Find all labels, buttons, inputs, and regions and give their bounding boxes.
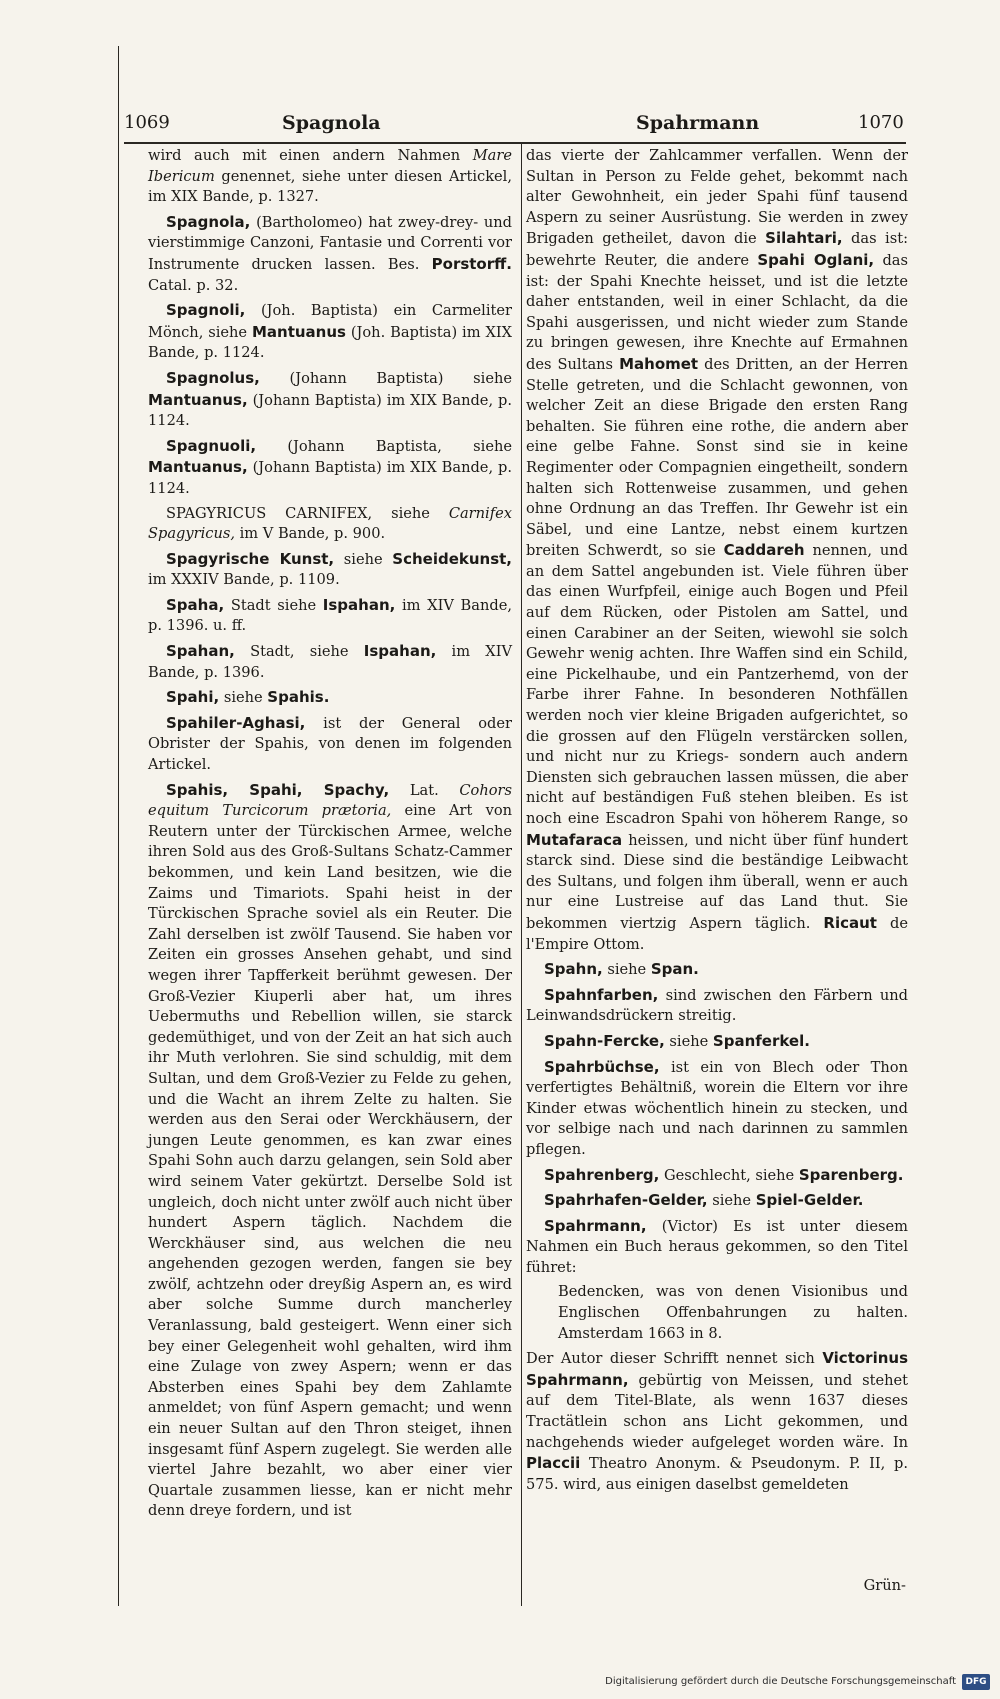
entry-text: Der Autor dieser Schrifft nennet sich [526,1350,823,1368]
entry-text: wird auch mit einen andern Nahmen [148,147,473,164]
running-head-right: Spahrmann [636,112,760,134]
entry-text: (Johann Baptista) im XIX Bande, p. 1124. [148,459,512,497]
page-number-right: 1070 [858,112,904,133]
entry-text: Stadt siehe [224,596,323,614]
headword: Spahrenberg, [544,1165,660,1184]
headword: Mahomet [619,354,699,373]
right-column-entry [526,1057,908,1161]
left-column-entry [148,687,512,709]
entry-text: nennen, und an dem Sattel angebunden ist. Viele führen über das einen Wurfpfeil, einige auch Bogen und Pfeil auf dem Rücken, oder Pistolen am Sattel, und einen Carabiner an der Seiten, wiewohl sie solch Gewehr wenig achten. Ihre Waffen sind ein Schild, eine Pickelhaube, und ein Pantzerhemd, von der Farbe ihrer Fahne. In besonderen Nothfällen werden noch vier kleine Brigaden aufgerichtet, so die grossen auf den Flügeln verstärcken sollen, und nicht nur zu Kriegs- sondern auch andern Diensten sich gebrauchen lassen müssen, die aber nicht auf beständigen Fuß stehen bleiben. Es ist noch eine Escadron Spahi von höherem Range, so [526,542,908,827]
entry-text: Bedencken, was von denen Visionibus und Englischen Offenbahrungen zu halten. Amsterdam 1663 in 8. [558,1283,908,1342]
entry-text: heissen, und nicht über fünf hundert starck sind. Diese sind die beständige Leibwacht des Sultans, und folgen ihm überall, wenn er auch nur eine Lustreise auf das Land thut. Sie bekommen viertzig Aspern täglich. [526,831,908,932]
headword: Spahan, [166,642,235,661]
entry-text: Geschlecht, siehe [659,1166,799,1184]
headword: Spagnola, [166,212,251,231]
entry-text: (Victor) Es ist unter diesem Nahmen ein Buch heraus gekommen, so den Titel führet: [526,1217,908,1276]
entry-text: im V Bande, p. 900. [234,525,386,543]
headword: Porstorff. [431,254,512,273]
right-column-entry [526,985,908,1027]
dfg-logo: DFG [962,1674,990,1690]
entry-text: siehe [664,1032,713,1050]
headword: Spahi Oglani, [757,250,875,269]
entry-text: das ist: bewehrte Reuter, die andere [526,230,908,269]
headword: Spahi, [166,688,220,707]
headword: Mantuanus [251,322,346,341]
left-column-entry [148,300,512,364]
latin-term: Carnifex Spagyricus, [148,504,512,543]
entry-text: eine Art von Reutern unter der Türckischen Armee, welche ihren Sold aus des Groß-Sultans Schatz-Cammer bekommen, und kein Land besitzen, wie die Zaims und Timariots. Spahi heist in der Türckischen Sprache soviel als ein Reuter. Die Zahl derselben ist zwölf Tausend. Sie haben vor Zeiten ein grosses Ansehen gehabt, und sind wegen ihrer Tapfferkeit berühmt gewesen. Der Groß-Vezier Kiuperli aber hat, um ihres Uebermuths und Rebellion willen, sie starck gedemüthiget, und von der Zeit an hat sich auch ihr Muth verlohren. Sie sind schuldig, mit dem Sultan, und dem Groß-Vezier zu Felde zu gehen, und die Wacht an ihrem Zelte zu halten. Sie werden aus den Serai oder Werckhäusern, der jungen Leute genommen, es kan zwar eines Spahi Sohn auch darzu gelangen, sein Sold aber wird seinem Vater gekürtzt. Derselbe Sold ist ungleich, doch nicht unter zwölf auch nicht über hundert Aspern täglich. Nachdem die Werckhäuser sind, aus welchen die neu angehenden gezogen werden, fangen sie bey zwölf, achtzehn oder dreyßig Aspern an, es wird aber solche Summe durch mancherley Veranlassung, bald gesteigert. Wenn einer sich bey einer Gelegenheit wohl gehalten, wird ihm eine Zulage von zwey Aspern; wenn er das Absterben eines Spahi bey dem Zahlamte anmeldet; von fünf Aspern gemacht; und wenn ein neuer Sultan auf den Thron steiget, ihnen insgesamt fünf Aspern zugelegt. Sie werden alle viertel Jahre bezahlt, wo aber einer vier Quartale zusammen liesse, kan er nicht mehr denn dreye fordern, und ist [148,802,513,1520]
entry-text: ist ein von Blech oder Thon verfertigtes Behältniß, worein die Eltern vor ihre Kinder etwas wöchentlich hinein zu stecken, und vor selbige nach und nach darinnen zu sammlen pflegen. [526,1058,908,1158]
entry-text: im XXXIV Bande, p. 1109. [148,571,340,589]
entry-text: siehe [707,1192,756,1210]
latin-term: Mare Ibericum [148,147,512,185]
headword: Span. [650,960,699,979]
headword: Spahn, [544,960,603,979]
entry-text: (Johann Baptista) im XIX Bande, p. 1124. [148,391,512,430]
entry-text: im XIV Bande, p. 1396. [148,643,512,681]
entry-text: de l'Empire Ottom. [526,914,908,953]
right-column-entry [526,1216,908,1279]
right-column-entry [526,146,908,955]
header-rule [124,142,906,144]
headword: Ispahan, [363,642,437,661]
outer-margin-rule [118,46,119,1606]
headword: Spagnolus, [166,368,260,387]
headword: Mantuanus, [148,458,248,477]
left-column-entry [148,504,512,545]
running-head-left: Spagnola [282,112,381,134]
right-column-entry [526,1190,908,1212]
entry-text: (Bartholomeo) hat zwey-drey- und vierstimmige Canzoni, Fantasie und Correnti vor Instrumente drucken lassen. Bes. [148,213,512,273]
headword: Ispahan, [322,595,396,614]
headword: Placcii [526,1454,581,1473]
catchword: Grün- [863,1577,906,1594]
headword: Spahrhafen-Gelder, [544,1191,708,1210]
headword: Spagnuoli, [166,436,257,455]
left-column [148,146,512,1526]
entry-text: des Dritten, an der Herren Stelle getreten, und die Schlacht gewonnen, von welcher Zeit an diese Brigade den ersten Rang behalten. Sie führen eine rothe, die andern aber eine gelbe Fahne. Sonst sind sie in keine Regimenter oder Compagnien eingetheilt, sondern halten sich Rottenweise zusammen, und gehen ohne Ordnung an das Treffen. Ihr Gewehr ist ein Säbel, und eine Lantze, nebst einem kurtzen breiten Schwerdt, so sie [526,355,908,560]
entry-text: Stadt, siehe [234,643,364,661]
headword: Spahnfarben, [544,985,659,1004]
headword: Caddareh [723,541,805,560]
entry-text: sind zwischen den Färbern und Leinwandsdrückern streitig. [526,986,908,1025]
entry-text: (Joh. Baptista) ein Carmeliter Mönch, siehe [148,302,512,341]
entry-text: das ist: der Spahi Knechte heisset, und ist die letzte daher entstanden, weil in einer Schlacht, da die Spahi ausgerissen, und nicht wieder zum Stande zu bringen gewesen, ihre Knechte auf Ermahnen des Sultans [526,251,909,373]
page-header [0,108,1000,142]
headword: Scheidekunst, [392,549,513,568]
left-column-entry [148,713,512,776]
headword: Mutafaraca [526,830,623,849]
right-column [526,146,908,1499]
headword: Ricaut [823,913,877,932]
headword: Spaha, [166,595,225,614]
headword: Spahis, Spahi, Spachy, [166,780,390,799]
entry-text: siehe [334,550,393,568]
footer [0,1674,1000,1694]
entry-text: (Joh. Baptista) im XIX Bande, p. 1124. [148,323,512,362]
column-divider [521,142,522,1606]
entry-text: im XIV Bande, p. 1396. u. ff. [148,596,513,635]
entry-text: siehe [219,689,268,707]
left-column-entry [148,146,512,208]
right-column-entry [526,1348,908,1495]
headword: Mantuanus, [148,390,248,409]
left-column-entry [148,595,512,637]
entry-text: genennet, siehe unter diesen Artickel, im XIX Bande, p. 1327. [148,167,512,206]
entry-text: gebürtig von Meissen, und stehet auf dem Titel-Blate, als wenn 1637 dieses Tractätlein schon ans Licht gekommen, und nachgehends wieder aufgeleget worden wäre. In [526,1371,908,1451]
latin-term: Cohors equitum Turcicorum prætoria, [148,781,512,820]
entry-text: (Johann Baptista) siehe [259,369,512,387]
headword: Spahiler-Aghasi, [166,713,306,732]
headword: Spanferkel. [712,1031,810,1050]
headword: Sparenberg. [798,1165,904,1184]
headword: Spahrmann, [544,1216,647,1235]
headword: Spahn-Fercke, [544,1031,665,1050]
right-column-entry [526,1282,908,1344]
right-column-entry [526,959,908,981]
entry-text: ist der General oder Obrister der Spahis, von denen im folgenden Artickel. [148,714,512,774]
entry-text: siehe [602,961,651,979]
page-number-left: 1069 [124,112,170,133]
left-column-entry [148,641,512,683]
headword: Victorinus Spahrmann, [526,1349,908,1389]
headword: Spahrbüchse, [544,1057,660,1076]
right-column-entry [526,1165,908,1187]
entry-text: (Johann Baptista, siehe [256,437,512,455]
headword: Spagyrische Kunst, [166,549,335,568]
headword: Spiel-Gelder. [755,1191,864,1210]
headword: Spahis. [267,688,330,707]
entry-text: Lat. [389,781,460,799]
headword: Silahtari, [765,229,843,248]
entry-text: SPAGYRICUS CARNIFEX, siehe [166,504,449,522]
right-column-entry [526,1031,908,1053]
entry-text: das vierte der Zahlcammer verfallen. Wenn der Sultan in Person zu Felde gehet, bekommt nach alter Gewohnheit, ein jeder Spahi fünf tausend Aspern zu seiner Ausrüstung. Sie werden in zwey Brigaden getheilet, davon die [526,147,908,248]
left-column-entry [148,368,512,432]
left-column-entry [148,212,512,296]
headword: Spagnoli, [166,301,246,320]
left-column-entry [148,436,512,500]
left-column-entry [148,780,512,1522]
left-column-entry [148,549,512,591]
funding-note: Digitalisierung gefördert durch die Deutsche Forschungsgemeinschaft [605,1676,956,1687]
entry-text: Theatro Anonym. & Pseudonym. P. II, p. 575. wird, aus einigen daselbst gemeldeten [526,1455,908,1493]
entry-text: Catal. p. 32. [148,276,239,294]
